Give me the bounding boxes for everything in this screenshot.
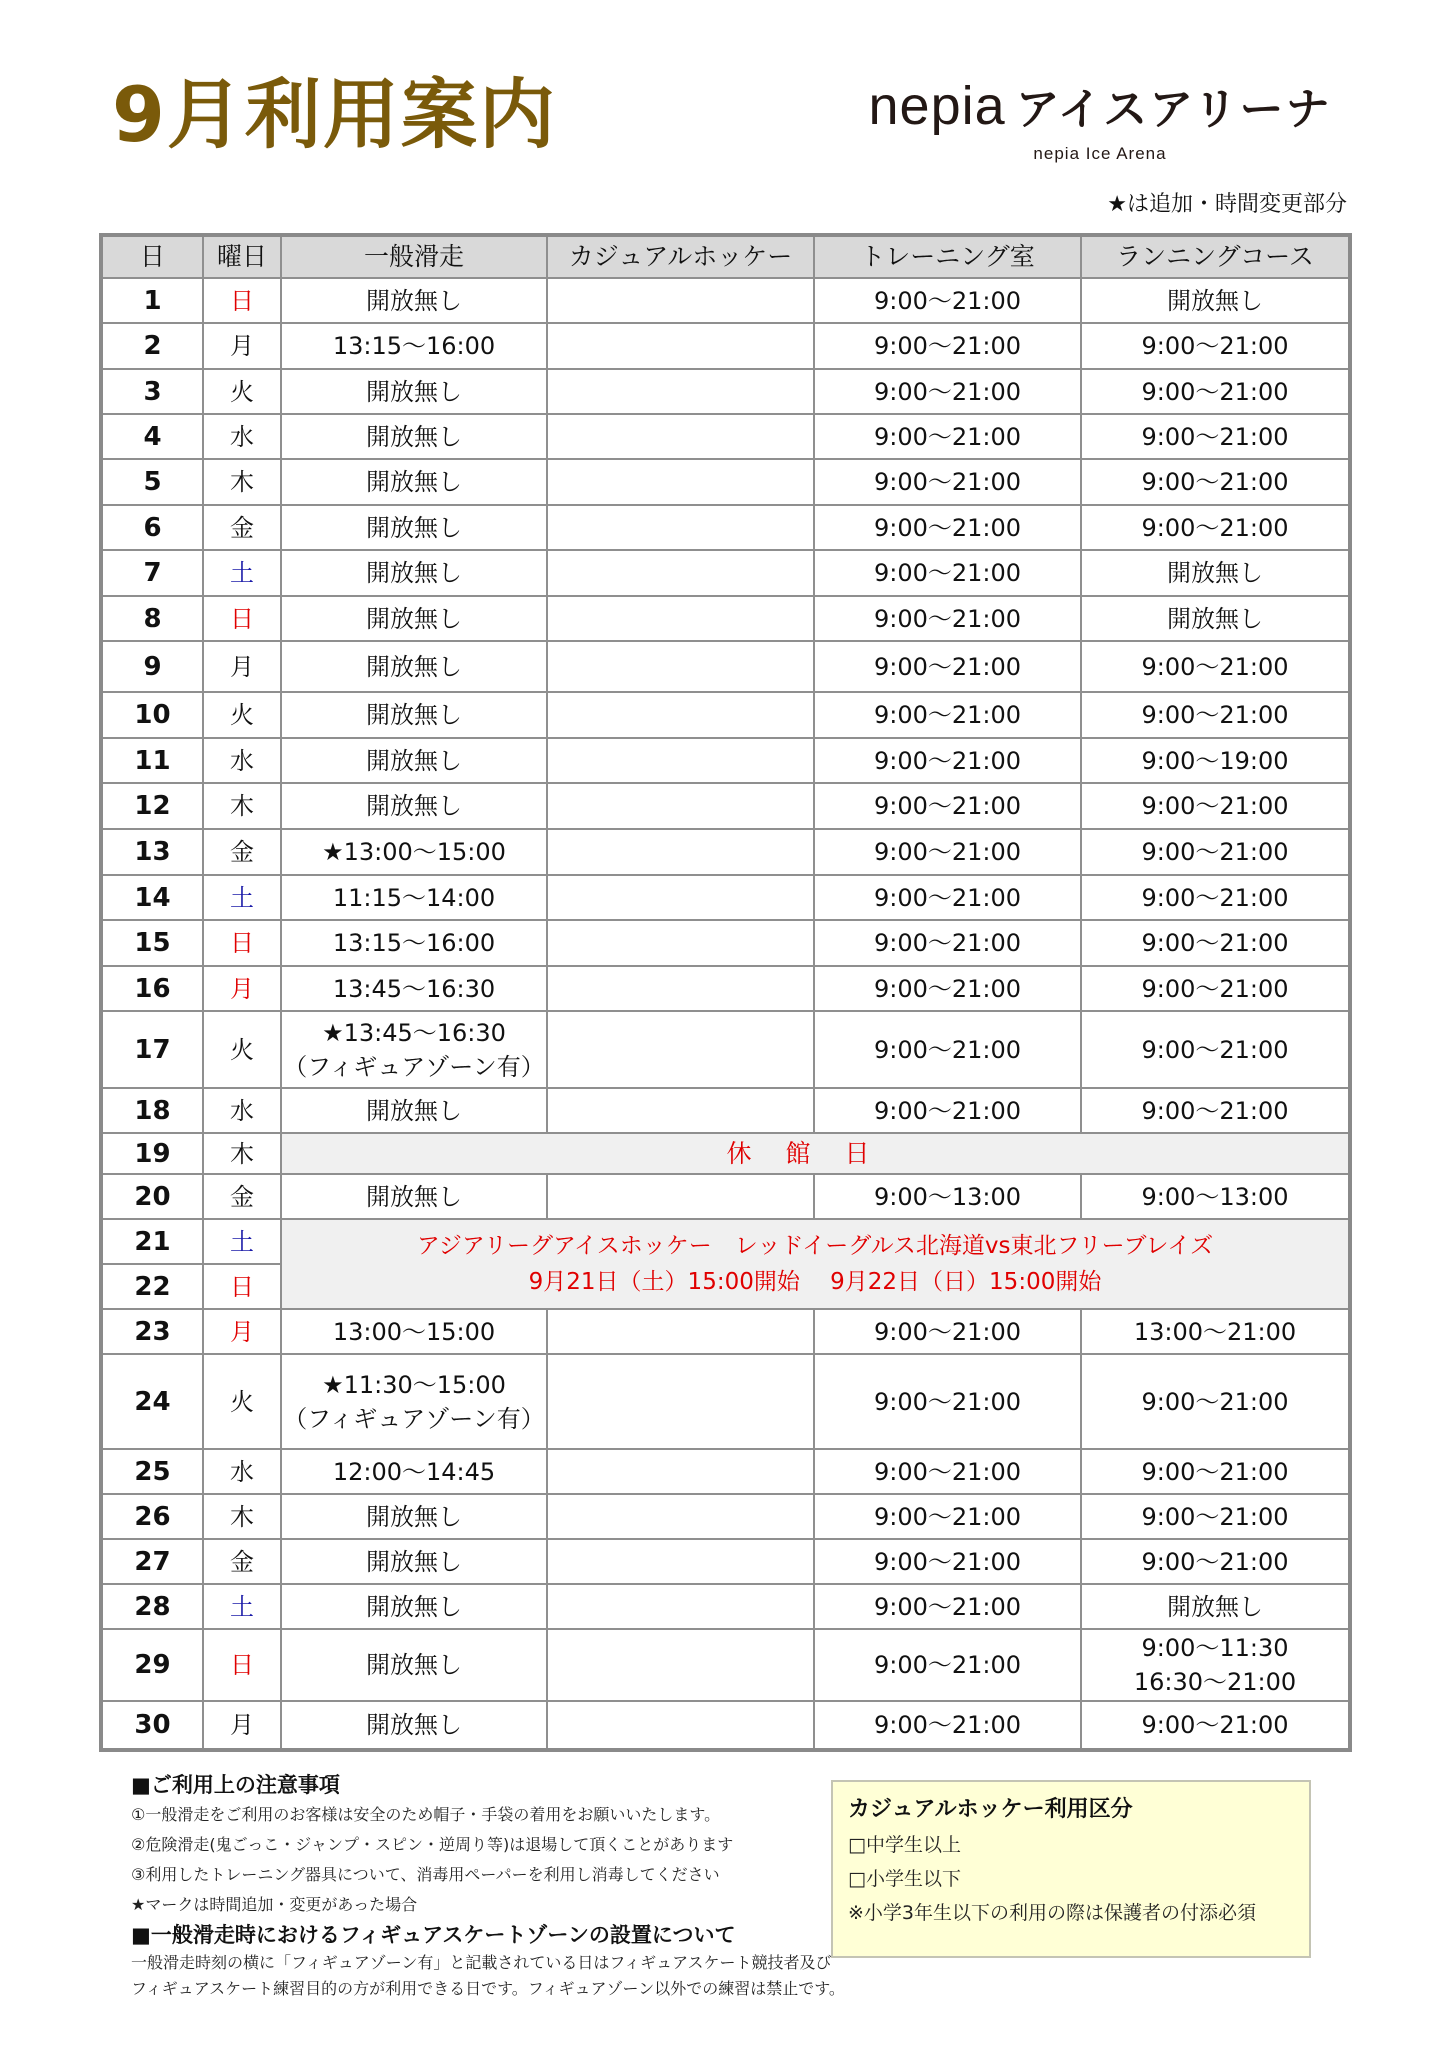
day-number: 15: [101, 920, 203, 966]
running-course-cell: [1081, 1494, 1350, 1539]
running-course-cell: [1081, 459, 1350, 505]
general-skating-cell: [281, 738, 547, 783]
general-skating-cell: [281, 505, 547, 550]
weekday: 火: [203, 1354, 281, 1449]
page-title: 9月利用案内: [112, 70, 557, 159]
day-number: 4: [101, 414, 203, 459]
general-skating-time: 開放無し: [366, 652, 462, 681]
running-course-time: 開放無し: [1167, 286, 1263, 315]
general-skating-time: 開放無し: [366, 286, 462, 315]
weekday: 土: [203, 1219, 281, 1264]
general-skating-time: 開放無し: [366, 559, 462, 587]
column-header-day: 日: [101, 235, 203, 278]
general-skating-cell: [281, 783, 547, 829]
table-row: [101, 1494, 1350, 1539]
running-course-cell: [1081, 920, 1350, 966]
hockey-game-event-cell: [281, 1219, 1350, 1309]
day-number: 10: [101, 692, 203, 738]
general-skating-cell: [281, 596, 547, 641]
hockey-category-elementary-down: □小学生以下: [848, 1868, 961, 1890]
general-skating-time: 13:00～15:00: [332, 1317, 496, 1346]
change-legend-note: ★は追加・時間変更部分: [1107, 192, 1347, 217]
training-room-cell: 9:00～21:00: [814, 1629, 1081, 1701]
running-course-time: 9:00～21:00: [1141, 883, 1289, 912]
weekday: 木: [203, 783, 281, 829]
weekday: 日: [203, 1264, 281, 1309]
casual-hockey-cell: [547, 966, 814, 1011]
column-header-general-skating: 一般滑走: [281, 235, 547, 278]
weekday: 月: [203, 1309, 281, 1354]
running-course-time: 9:00～11:30: [1141, 1634, 1289, 1662]
general-skating-cell: [281, 1701, 547, 1750]
table-row: [101, 1539, 1350, 1584]
training-room-cell: 9:00～21:00: [814, 1354, 1081, 1449]
weekday: 土: [203, 1584, 281, 1629]
table-row: [101, 323, 1350, 369]
running-course-cell: [1081, 369, 1350, 414]
day-number: 9: [101, 641, 203, 692]
logo-main: [850, 74, 1350, 142]
general-skating-time: 開放無し: [366, 513, 462, 542]
note-item: ★マークは時間追加・変更があった場合: [131, 1895, 418, 1914]
table-row: [101, 459, 1350, 505]
day-number: 6: [101, 505, 203, 550]
running-course-cell: [1081, 692, 1350, 738]
table-row: [101, 1701, 1350, 1750]
day-number: 3: [101, 369, 203, 414]
general-skating-time: 開放無し: [366, 468, 462, 496]
usage-notes: [131, 1770, 845, 2002]
general-skating-time: 開放無し: [366, 1182, 462, 1211]
running-course-cell: [1081, 875, 1350, 920]
table-row: [101, 1011, 1350, 1088]
casual-hockey-cell: [547, 1539, 814, 1584]
table-row: [101, 738, 1350, 783]
table-row: [101, 1133, 1350, 1174]
running-course-cell: [1081, 1011, 1350, 1088]
casual-hockey-cell: [547, 369, 814, 414]
training-room-cell: 9:00～21:00: [814, 1494, 1081, 1539]
training-room-cell: 9:00～21:00: [814, 738, 1081, 783]
table-row: [101, 550, 1350, 596]
general-skating-time: ★13:00～15:00: [322, 838, 506, 866]
general-skating-time: 開放無し: [366, 1592, 462, 1621]
running-course-time: 9:00～19:00: [1141, 746, 1289, 775]
running-course-cell: [1081, 323, 1350, 369]
running-course-time: 9:00～21:00: [1141, 332, 1289, 360]
weekday: 月: [203, 323, 281, 369]
casual-hockey-cell: [547, 1354, 814, 1449]
day-number: 24: [101, 1354, 203, 1449]
general-skating-time: ★13:45～16:30: [322, 1018, 506, 1047]
running-course-cell: [1081, 1701, 1350, 1750]
general-skating-time: ★11:30～15:00: [322, 1370, 506, 1399]
column-header-training-room: トレーニング室: [814, 235, 1081, 278]
weekday: 火: [203, 369, 281, 414]
running-course-cell: [1081, 1174, 1350, 1219]
table-row: [101, 875, 1350, 920]
running-course-time: 9:00～21:00: [1141, 1457, 1289, 1486]
general-skating-time: 開放無し: [366, 701, 462, 729]
general-skating-time: 開放無し: [366, 422, 462, 451]
running-course-cell: [1081, 505, 1350, 550]
running-course-cell: [1081, 1629, 1350, 1701]
running-course-time: 9:00～21:00: [1141, 929, 1289, 957]
day-number: 21: [101, 1219, 203, 1264]
running-course-time: 9:00～21:00: [1141, 701, 1289, 729]
training-room-cell: 9:00～21:00: [814, 1449, 1081, 1494]
casual-hockey-cell: [547, 550, 814, 596]
running-course-time: 9:00～21:00: [1141, 1387, 1289, 1416]
casual-hockey-cell: [547, 1449, 814, 1494]
closed-day-label: 休館日: [726, 1138, 904, 1168]
running-course-time: 9:00～21:00: [1141, 513, 1289, 542]
figure-zone-text: フィギュアスケート練習目的の方が利用できる日です。フィギュアゾーン以外での練習は禁止です。: [131, 1979, 845, 1998]
running-course-time: 9:00～21:00: [1141, 468, 1289, 496]
general-skating-cell: [281, 1011, 547, 1088]
training-room-cell: 9:00～21:00: [814, 829, 1081, 875]
day-number: 1: [101, 278, 203, 323]
general-skating-cell: [281, 1449, 547, 1494]
running-course-cell: [1081, 1309, 1350, 1354]
running-course-time: 開放無し: [1167, 1592, 1263, 1621]
day-number: 25: [101, 1449, 203, 1494]
general-skating-cell: [281, 550, 547, 596]
general-skating-time: 11:15～14:00: [332, 883, 496, 912]
casual-hockey-cell: [547, 829, 814, 875]
column-header-weekday: 曜日: [203, 235, 281, 278]
running-course-time: 9:00～21:00: [1141, 377, 1289, 406]
general-skating-time: 開放無し: [366, 1651, 462, 1679]
table-row: [101, 1584, 1350, 1629]
training-room-cell: 9:00～13:00: [814, 1174, 1081, 1219]
training-room-cell: 9:00～21:00: [814, 550, 1081, 596]
casual-hockey-cell: [547, 1584, 814, 1629]
training-room-cell: 9:00～21:00: [814, 596, 1081, 641]
general-skating-time: 開放無し: [366, 1502, 462, 1531]
day-number: 26: [101, 1494, 203, 1539]
training-room-cell: 9:00～21:00: [814, 505, 1081, 550]
running-course-time: 9:00～21:00: [1141, 1711, 1289, 1739]
table-row: [101, 1354, 1350, 1449]
general-skating-time: 12:00～14:45: [332, 1457, 496, 1486]
note-item: ②危険滑走(鬼ごっこ・ジャンプ・スピン・逆周り等)は退場して頂くことがあります: [131, 1835, 734, 1854]
weekday: 日: [203, 278, 281, 323]
training-room-cell: 9:00～21:00: [814, 369, 1081, 414]
casual-hockey-cell: [547, 1174, 814, 1219]
general-skating-cell: [281, 1088, 547, 1133]
casual-hockey-cell: [547, 1011, 814, 1088]
weekday: 水: [203, 414, 281, 459]
casual-hockey-cell: [547, 875, 814, 920]
casual-hockey-cell: [547, 1309, 814, 1354]
figure-zone-label: （フィギュアゾーン有）: [283, 1404, 545, 1433]
closed-day-cell: [281, 1133, 1350, 1174]
weekday: 金: [203, 505, 281, 550]
general-skating-cell: [281, 641, 547, 692]
weekday: 火: [203, 1011, 281, 1088]
weekday: 金: [203, 1174, 281, 1219]
training-room-cell: 9:00～21:00: [814, 1088, 1081, 1133]
hockey-box-title: カジュアルホッケー利用区分: [848, 1797, 1133, 1822]
training-room-cell: 9:00～21:00: [814, 1309, 1081, 1354]
casual-hockey-cell: [547, 596, 814, 641]
day-number: 8: [101, 596, 203, 641]
general-skating-time: 開放無し: [366, 1711, 462, 1739]
column-header-running-course: ランニングコース: [1081, 235, 1350, 278]
arena-logo: [850, 74, 1350, 170]
running-course-cell: [1081, 1088, 1350, 1133]
day-number: 29: [101, 1629, 203, 1701]
casual-hockey-cell: [547, 1629, 814, 1701]
casual-hockey-cell: [547, 278, 814, 323]
running-course-cell: [1081, 1354, 1350, 1449]
running-course-cell: [1081, 1449, 1350, 1494]
day-number: 5: [101, 459, 203, 505]
running-course-time: 9:00～21:00: [1141, 1502, 1289, 1531]
weekday: 日: [203, 596, 281, 641]
running-course-cell: [1081, 550, 1350, 596]
table-row: [101, 692, 1350, 738]
table-row: [101, 829, 1350, 875]
notes-heading: ■ご利用上の注意事項: [131, 1773, 340, 1797]
casual-hockey-cell: [547, 920, 814, 966]
general-skating-time: 13:45～16:30: [332, 974, 496, 1003]
running-course-cell: [1081, 966, 1350, 1011]
day-number: 23: [101, 1309, 203, 1354]
general-skating-cell: [281, 829, 547, 875]
weekday: 土: [203, 550, 281, 596]
weekday: 水: [203, 738, 281, 783]
running-course-time: 9:00～21:00: [1141, 422, 1289, 451]
general-skating-cell: [281, 1584, 547, 1629]
day-number: 30: [101, 1701, 203, 1750]
logo-brand: nepia: [868, 76, 1006, 136]
table-row: [101, 1629, 1350, 1701]
general-skating-time: 開放無し: [366, 746, 462, 775]
casual-hockey-cell: [547, 414, 814, 459]
weekday: 木: [203, 1494, 281, 1539]
general-skating-time: 開放無し: [366, 792, 462, 820]
training-room-cell: 9:00～21:00: [814, 1011, 1081, 1088]
casual-hockey-cell: [547, 641, 814, 692]
casual-hockey-cell: [547, 323, 814, 369]
running-course-time: 16:30～21:00: [1133, 1668, 1297, 1696]
running-course-cell: [1081, 414, 1350, 459]
hockey-category-junior-high-up: □中学生以上: [848, 1834, 961, 1856]
training-room-cell: 9:00～21:00: [814, 278, 1081, 323]
table-row: [101, 966, 1350, 1011]
weekday: 土: [203, 875, 281, 920]
general-skating-cell: [281, 459, 547, 505]
weekday: 火: [203, 692, 281, 738]
table-row: [101, 920, 1350, 966]
training-room-cell: 9:00～21:00: [814, 414, 1081, 459]
running-course-time: 開放無し: [1167, 604, 1263, 633]
casual-hockey-cell: [547, 1088, 814, 1133]
day-number: 11: [101, 738, 203, 783]
general-skating-cell: [281, 1494, 547, 1539]
training-room-cell: 9:00～21:00: [814, 692, 1081, 738]
note-item: ③利用したトレーニング器具について、消毒用ペーパーを利用し消毒してください: [131, 1865, 720, 1884]
day-number: 7: [101, 550, 203, 596]
weekday: 金: [203, 1539, 281, 1584]
training-room-cell: 9:00～21:00: [814, 641, 1081, 692]
weekday: 月: [203, 966, 281, 1011]
day-number: 16: [101, 966, 203, 1011]
running-course-time: 9:00～21:00: [1141, 838, 1289, 866]
table-row: [101, 783, 1350, 829]
day-number: 19: [101, 1133, 203, 1174]
training-room-cell: 9:00～21:00: [814, 966, 1081, 1011]
logo-kana: アイスアリーナ: [1015, 85, 1332, 134]
general-skating-time: 開放無し: [366, 377, 462, 406]
general-skating-time: 開放無し: [366, 604, 462, 633]
weekday: 日: [203, 920, 281, 966]
table-row: [101, 505, 1350, 550]
running-course-cell: [1081, 1584, 1350, 1629]
figure-zone-label: （フィギュアゾーン有）: [283, 1052, 545, 1081]
day-number: 17: [101, 1011, 203, 1088]
day-number: 2: [101, 323, 203, 369]
logo-subtitle: nepia Ice Arena: [1033, 144, 1167, 163]
training-room-cell: 9:00～21:00: [814, 783, 1081, 829]
running-course-time: 9:00～21:00: [1141, 1096, 1289, 1125]
casual-hockey-cell: [547, 738, 814, 783]
general-skating-cell: [281, 1309, 547, 1354]
running-course-time: 9:00～21:00: [1141, 1035, 1289, 1064]
casual-hockey-cell: [547, 1701, 814, 1750]
general-skating-cell: [281, 1174, 547, 1219]
training-room-cell: 9:00～21:00: [814, 1539, 1081, 1584]
day-number: 14: [101, 875, 203, 920]
weekday: 水: [203, 1088, 281, 1133]
day-number: 13: [101, 829, 203, 875]
table-row: [101, 414, 1350, 459]
day-number: 20: [101, 1174, 203, 1219]
general-skating-cell: [281, 1629, 547, 1701]
weekday: 水: [203, 1449, 281, 1494]
event-text: アジアリーグアイスホッケー レッドイーグルス北海道vs東北フリーブレイズ: [416, 1233, 1214, 1259]
general-skating-time: 13:15～16:00: [332, 332, 496, 360]
general-skating-cell: [281, 323, 547, 369]
running-course-time: 13:00～21:00: [1133, 1317, 1297, 1346]
table-row: [101, 641, 1350, 692]
general-skating-time: 13:15～16:00: [332, 929, 496, 957]
casual-hockey-info-box: [831, 1780, 1311, 1958]
running-course-cell: [1081, 641, 1350, 692]
weekday: 木: [203, 459, 281, 505]
running-course-time: 9:00～21:00: [1141, 974, 1289, 1003]
training-room-cell: 9:00～21:00: [814, 323, 1081, 369]
table-row: [101, 1449, 1350, 1494]
weekday: 木: [203, 1133, 281, 1174]
day-number: 27: [101, 1539, 203, 1584]
running-course-cell: [1081, 596, 1350, 641]
running-course-cell: [1081, 1539, 1350, 1584]
casual-hockey-cell: [547, 1494, 814, 1539]
running-course-time: 開放無し: [1167, 559, 1263, 587]
running-course-time: 9:00～13:00: [1141, 1182, 1289, 1211]
table-row: [101, 1088, 1350, 1133]
figure-zone-heading: ■一般滑走時におけるフィギュアスケートゾーンの設置について: [131, 1923, 736, 1947]
weekday: 金: [203, 829, 281, 875]
schedule-table: [99, 233, 1352, 1752]
casual-hockey-cell: [547, 505, 814, 550]
training-room-cell: 9:00～21:00: [814, 1701, 1081, 1750]
column-header-casual-hockey: カジュアルホッケー: [547, 235, 814, 278]
training-room-cell: 9:00～21:00: [814, 920, 1081, 966]
table-row: [101, 278, 1350, 323]
general-skating-time: 開放無し: [366, 1096, 462, 1125]
running-course-cell: [1081, 278, 1350, 323]
table-row: [101, 369, 1350, 414]
casual-hockey-cell: [547, 692, 814, 738]
general-skating-cell: [281, 966, 547, 1011]
general-skating-cell: [281, 1354, 547, 1449]
table-header-row: [101, 235, 1350, 278]
running-course-cell: [1081, 738, 1350, 783]
training-room-cell: 9:00～21:00: [814, 459, 1081, 505]
casual-hockey-cell: [547, 783, 814, 829]
weekday: 月: [203, 1701, 281, 1750]
hockey-guardian-note: ※小学3年生以下の利用の際は保護者の付添必須: [848, 1902, 1257, 1924]
weekday: 月: [203, 641, 281, 692]
day-number: 12: [101, 783, 203, 829]
note-item: ①一般滑走をご利用のお客様は安全のため帽子・手袋の着用をお願いいたします。: [131, 1805, 721, 1824]
running-course-time: 9:00～21:00: [1141, 1547, 1289, 1576]
general-skating-cell: [281, 920, 547, 966]
general-skating-cell: [281, 1539, 547, 1584]
weekday: 日: [203, 1629, 281, 1701]
training-room-cell: 9:00～21:00: [814, 875, 1081, 920]
running-course-cell: [1081, 783, 1350, 829]
general-skating-time: 開放無し: [366, 1547, 462, 1576]
general-skating-cell: [281, 369, 547, 414]
table-row: [101, 1309, 1350, 1354]
general-skating-cell: [281, 692, 547, 738]
running-course-time: 9:00～21:00: [1141, 792, 1289, 820]
table-row: [101, 1174, 1350, 1219]
day-number: 18: [101, 1088, 203, 1133]
training-room-cell: 9:00～21:00: [814, 1584, 1081, 1629]
general-skating-cell: [281, 414, 547, 459]
figure-zone-text: 一般滑走時刻の横に「フィギュアゾーン有」と記載されている日はフィギュアスケート競技者及び: [131, 1953, 832, 1972]
running-course-time: 9:00～21:00: [1141, 652, 1289, 681]
day-number: 28: [101, 1584, 203, 1629]
general-skating-cell: [281, 278, 547, 323]
table-row: [101, 1219, 1350, 1264]
table-row: [101, 596, 1350, 641]
day-number: 22: [101, 1264, 203, 1309]
event-text: 9月21日（土）15:00開始 9月22日（日）15:00開始: [528, 1269, 1102, 1295]
general-skating-cell: [281, 875, 547, 920]
running-course-cell: [1081, 829, 1350, 875]
casual-hockey-cell: [547, 459, 814, 505]
